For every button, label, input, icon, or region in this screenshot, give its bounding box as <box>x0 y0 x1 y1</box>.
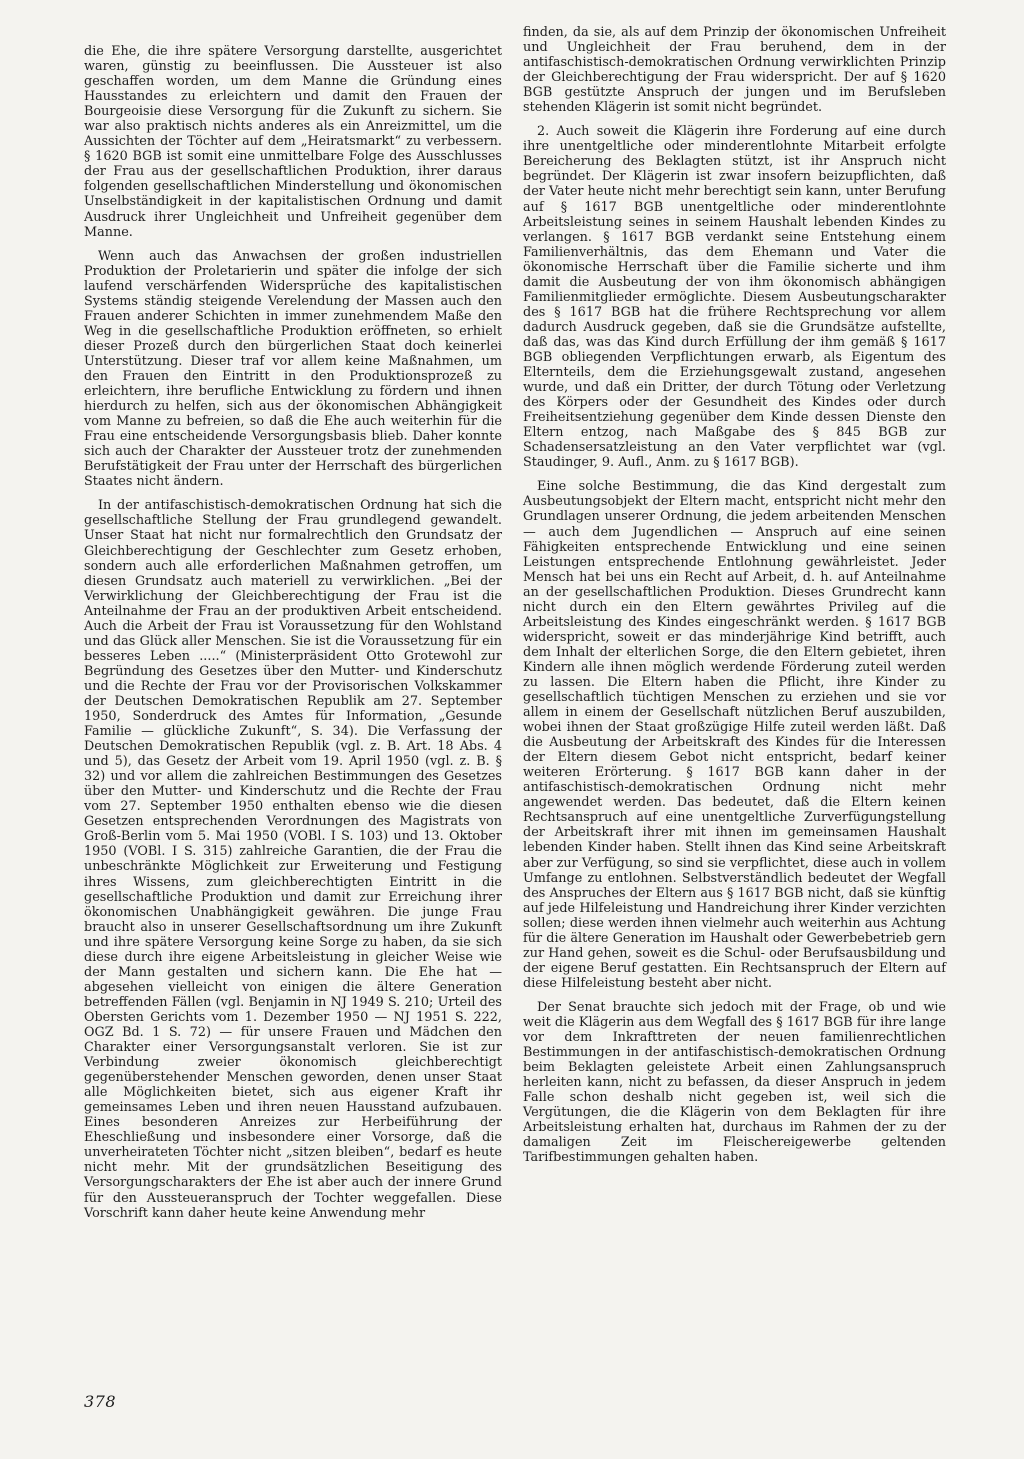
paragraph: In der antifaschistisch-demokratischen Ordnung hat sich die gesellschaftliche Stellung der Frau grundlegend gewandelt. Unser Staat hat nicht nur formalrechtlich den Grundsatz der Gleichberechtigung der Geschlechter zum Gesetz erhoben, sondern auch alle erforderlichen Maßnahmen getroffen, um diesen Grundsatz auch materiell zu verwirklichen. „Bei der Verwirklichung der Gleichberechtigung der Frau ist die Anteilnahme der Frau an der produktiven Arbeit entscheidend. Auch die Arbeit der Frau ist Voraussetzung für den Wohlstand und das Glück aller Menschen. Sie ist die Voraussetzung für ein besseres Leben .....“ (Ministerpräsident Otto Grotewohl zur Begründung des Gesetzes über den Mutter- und Kinderschutz und die Rechte der Frau vor der Provisorischen Volkskammer der Deutschen Demokratischen Republik am 27. September 1950, Sonderdruck des Amtes für Information, „Gesunde Familie — glückliche Zukunft“, S. 34). Die Verfassung der Deutschen Demokratischen Republik (vgl. z. B. Art. 18 Abs. 4 und 5), das Gesetz der Arbeit vom 19. April 1950 (vgl. z. B. § 32) und vor allem die zahlreichen Bestimmungen des Gesetzes über den Mutter- und Kinderschutz und die Rechte der Frau vom 27. September 1950 enthalten ebenso wie die diesen Gesetzen entsprechenden Verordnungen des Magistrats von Groß-Berlin vom 5. Mai 1950 (VOBl. I S. 103) und 13. Oktober 1950 (VOBl. I S. 315) zahlreiche Garantien, die der Frau die unbeschränkte Möglichkeit zur Erweiterung und Festigung ihres Wissens, zum gleichberechtigten Eintritt in die gesellschaftliche Produktion und damit zur Erreichung ihrer ökonomischen Unabhängigkeit gewähren. Die junge Frau braucht also in unserer Gesellschaftsordnung um ihre Zukunft und ihre spätere Versorgung keine Sorge zu haben, da sie sich diese durch ihre eigene Arbeitsleistung in gleicher Weise wie der Mann gestalten und sichern kann. Die Ehe hat — abgesehen vielleicht von einigen die ältere Generation betreffenden Fällen (vgl. Benjamin in NJ 1949 S. 210; Urteil des Obersten Gerichts vom 1. Dezember 1950 — NJ 1951 S. 222, OGZ Bd. 1 S. 72) — für unsere Frauen und Mädchen den Charakter einer Versorgungsanstalt verloren. Sie ist zur Verbindung zweier ökonomisch gleichberechtigt gegenüberstehender Menschen geworden, denen unser Staat alle Möglichkeiten bietet, sich aus eigener Kraft ihr gemeinsames Leben und ihren neuen Hausstand aufzubauen. Eines besonderen Anreizes zur Herbeiführung der Eheschließung und insbesondere einer Vorsorge, daß die unverheirateten Töchter nicht „sitzen bleiben“, bedarf es heute nicht mehr. Mit der grundsätzlichen Beseitigung des Versorgungscharakters der Ehe ist aber auch der innere Grund für den Aussteueranspruch der Tochter weggefallen. Diese Vorschrift kann daher heute keine Anwendung mehr <box>84 498 502 1221</box>
page-number: 378 <box>84 1392 117 1411</box>
paragraph: Wenn auch das Anwachsen der großen industriellen Produktion der Proletarierin und später die infolge der sich laufend verschärfenden Widersprüche des kapitalistischen Systems ständig steigende Verelendung der Massen auch den Frauen anderer Schichten in immer zunehmendem Maße den Weg in die gesellschaftliche Produktion eröffneten, so erhielt dieser Prozeß durch den bürgerlichen Staat doch keinerlei Unterstützung. Dieser traf vor allem keine Maßnahmen, um den Frauen den Eintritt in den Produktionsprozeß zu erleichtern, ihre berufliche Entwicklung zu fördern und ihnen hierdurch zu helfen, sich aus der ökonomischen Abhängigkeit vom Manne zu befreien, so daß die Ehe auch weiterhin für die Frau eine entscheidende Versorgungsbasis blieb. Daher konnte sich auch der Charakter der Aussteuer trotz der zunehmenden Berufstätigkeit der Frau unter der Herrschaft des bürgerlichen Staates nicht ändern. <box>84 248 502 490</box>
right-column <box>523 25 946 1174</box>
paragraph: finden, da sie, als auf dem Prinzip der ökonomischen Unfreiheit und Ungleichheit der Frau beruhend, dem in der antifaschistisch-demokratischen Ordnung verwirklichten Prinzip der Gleichberechtigung der Frau widerspricht. Der auf § 1620 BGB gestützte Anspruch der jungen und im Berufsleben stehenden Klägerin ist somit nicht begründet. <box>523 25 946 116</box>
paragraph: Der Senat brauchte sich jedoch mit der Frage, ob und wie weit die Klägerin aus dem Wegfall des § 1617 BGB für ihre lange vor dem Inkrafttreten der neuen familienrechtlichen Bestimmungen in der antifaschistisch-demokratischen Ordnung beim Beklagten geleistete Arbeit einen Zahlungsanspruch herleiten kann, nicht zu befassen, da dieser Anspruch in jedem Falle schon deshalb nicht gegeben ist, weil sich die Vergütungen, die die Klägerin von dem Beklagten für ihre Arbeitsleistung erhalten hat, durchaus im Rahmen der zu der damaligen Zeit im Fleischereigewerbe geltenden Tarifbestimmungen gehalten haben. <box>523 999 946 1166</box>
left-column <box>84 44 502 1230</box>
paragraph: Eine solche Bestimmung, die das Kind dergestalt zum Ausbeutungsobjekt der Eltern macht, entspricht nicht mehr den Grundlagen unserer Ordnung, die jedem arbeitenden Menschen — auch dem Jugendlichen — Anspruch auf eine seinen Fähigkeiten entsprechende Entwicklung und eine seinen Leistungen entsprechende Entlohnung gewährleistet. Jeder Mensch hat bei uns ein Recht auf Arbeit, d. h. auf Anteilnahme an der gesellschaftlichen Produktion. Dieses Grundrecht kann nicht durch ein den Eltern gewährtes Privileg auf die Arbeitsleistung des Kindes eingeschränkt werden. § 1617 BGB widerspricht, soweit er das minderjährige Kind betrifft, auch dem Inhalt der elterlichen Sorge, die den Eltern gebietet, ihren Kindern alle ihnen möglich werdende Förderung zuteil werden zu lassen. Die Eltern haben die Pflicht, ihre Kinder zu gesellschaftlich tüchtigen Menschen zu erziehen und sie vor allem in einem der Gesellschaft nützlichen Beruf auszubilden, wobei ihnen der Staat großzügige Hilfe zuteil werden läßt. Daß die Ausbeutung der Arbeitskraft des Kindes für die Interessen der Eltern diesem Gebot nicht entspricht, bedarf keiner weiteren Erörterung. § 1617 BGB kann daher in der antifaschistisch-demokratischen Ordnung nicht mehr angewendet werden. Das bedeutet, daß die Eltern keinen Rechtsanspruch auf eine unentgeltliche Zurverfügungstellung der Arbeitskraft ihrer mit ihnen im gemeinsamen Haushalt lebenden Kinder haben. Stellt ihnen das Kind seine Arbeitskraft aber zur Verfügung, so sind sie verpflichtet, diese auch in vollem Umfange zu entlohnen. Selbstverständlich bedeutet der Wegfall des Anspruches der Eltern aus § 1617 BGB nicht, daß sie künftig auf jede Hilfeleistung und Handreichung ihrer Kinder verzichten sollen; diese werden ihnen vielmehr auch weiterhin aus Achtung für die ältere Generation im Haushalt oder Gewerbebetrieb gern zur Hand gehen, soweit es die Schul- oder Berufsausbildung und der eigene Beruf gestatten. Ein Rechtsanspruch der Eltern auf diese Hilfeleistung besteht aber nicht. <box>523 479 946 991</box>
paragraph: 2. Auch soweit die Klägerin ihre Forderung auf eine durch ihre unentgeltliche oder minderentlohnte Mitarbeit erfolgte Bereicherung des Beklagten stützt, ist ihr Anspruch nicht begründet. Der Klägerin ist zwar insofern beizupflichten, daß der Vater heute nicht mehr berechtigt sein kann, unter Berufung auf § 1617 BGB unentgeltliche oder minderentlohnte Arbeitsleistung seines in seinem Haushalt lebenden Kindes zu verlangen. § 1617 BGB verdankt seine Entstehung einem Familienverhältnis, das dem Ehemann und Vater die ökonomische Herrschaft über die Familie sicherte und ihm damit die Ausbeutung der von ihm ökonomisch abhängigen Familienmitglieder ermöglichte. Diesem Ausbeutungscharakter des § 1617 BGB hat die frühere Rechtsprechung vor allem dadurch Ausdruck gegeben, daß sie die Grundsätze aufstellte, daß das, was das Kind durch Erfüllung der ihm gemäß § 1617 BGB obliegenden Verpflichtungen erwarb, als Eigentum des Elternteils, dem die Erziehungsgewalt zustand, angesehen wurde, und daß ein Dritter, der durch Tötung oder Verletzung des Körpers oder der Gesundheit des Kindes oder durch Freiheitsentziehung gegenüber dem Kinde dessen Dienste den Eltern entzog, nach Maßgabe des § 845 BGB zur Schadensersatzleistung an den Vater verpflichtet war (vgl. Staudinger, 9. Aufl., Anm. zu § 1617 BGB). <box>523 124 946 471</box>
paragraph: die Ehe, die ihre spätere Versorgung darstellte, ausgerichtet waren, günstig zu beeinflussen. Die Aussteuer ist also geschaffen worden, um dem Manne die Gründung eines Hausstandes zu erleichtern und damit den Frauen der Bourgeoisie diese Versorgung für die Zukunft zu sichern. Sie war also praktisch nichts anderes als ein Anreizmittel, um die Aussichten der Töchter auf dem „Heiratsmarkt“ zu verbessern. § 1620 BGB ist somit eine unmittelbare Folge des Ausschlusses der Frau aus der gesellschaftlichen Produktion, ihrer daraus folgenden gesellschaftlichen Minderstellung und ökonomischen Unselbständigkeit in der kapitalistischen Ordnung und damit Ausdruck ihrer Ungleichheit und Unfreiheit gegenüber dem Manne. <box>84 44 502 240</box>
